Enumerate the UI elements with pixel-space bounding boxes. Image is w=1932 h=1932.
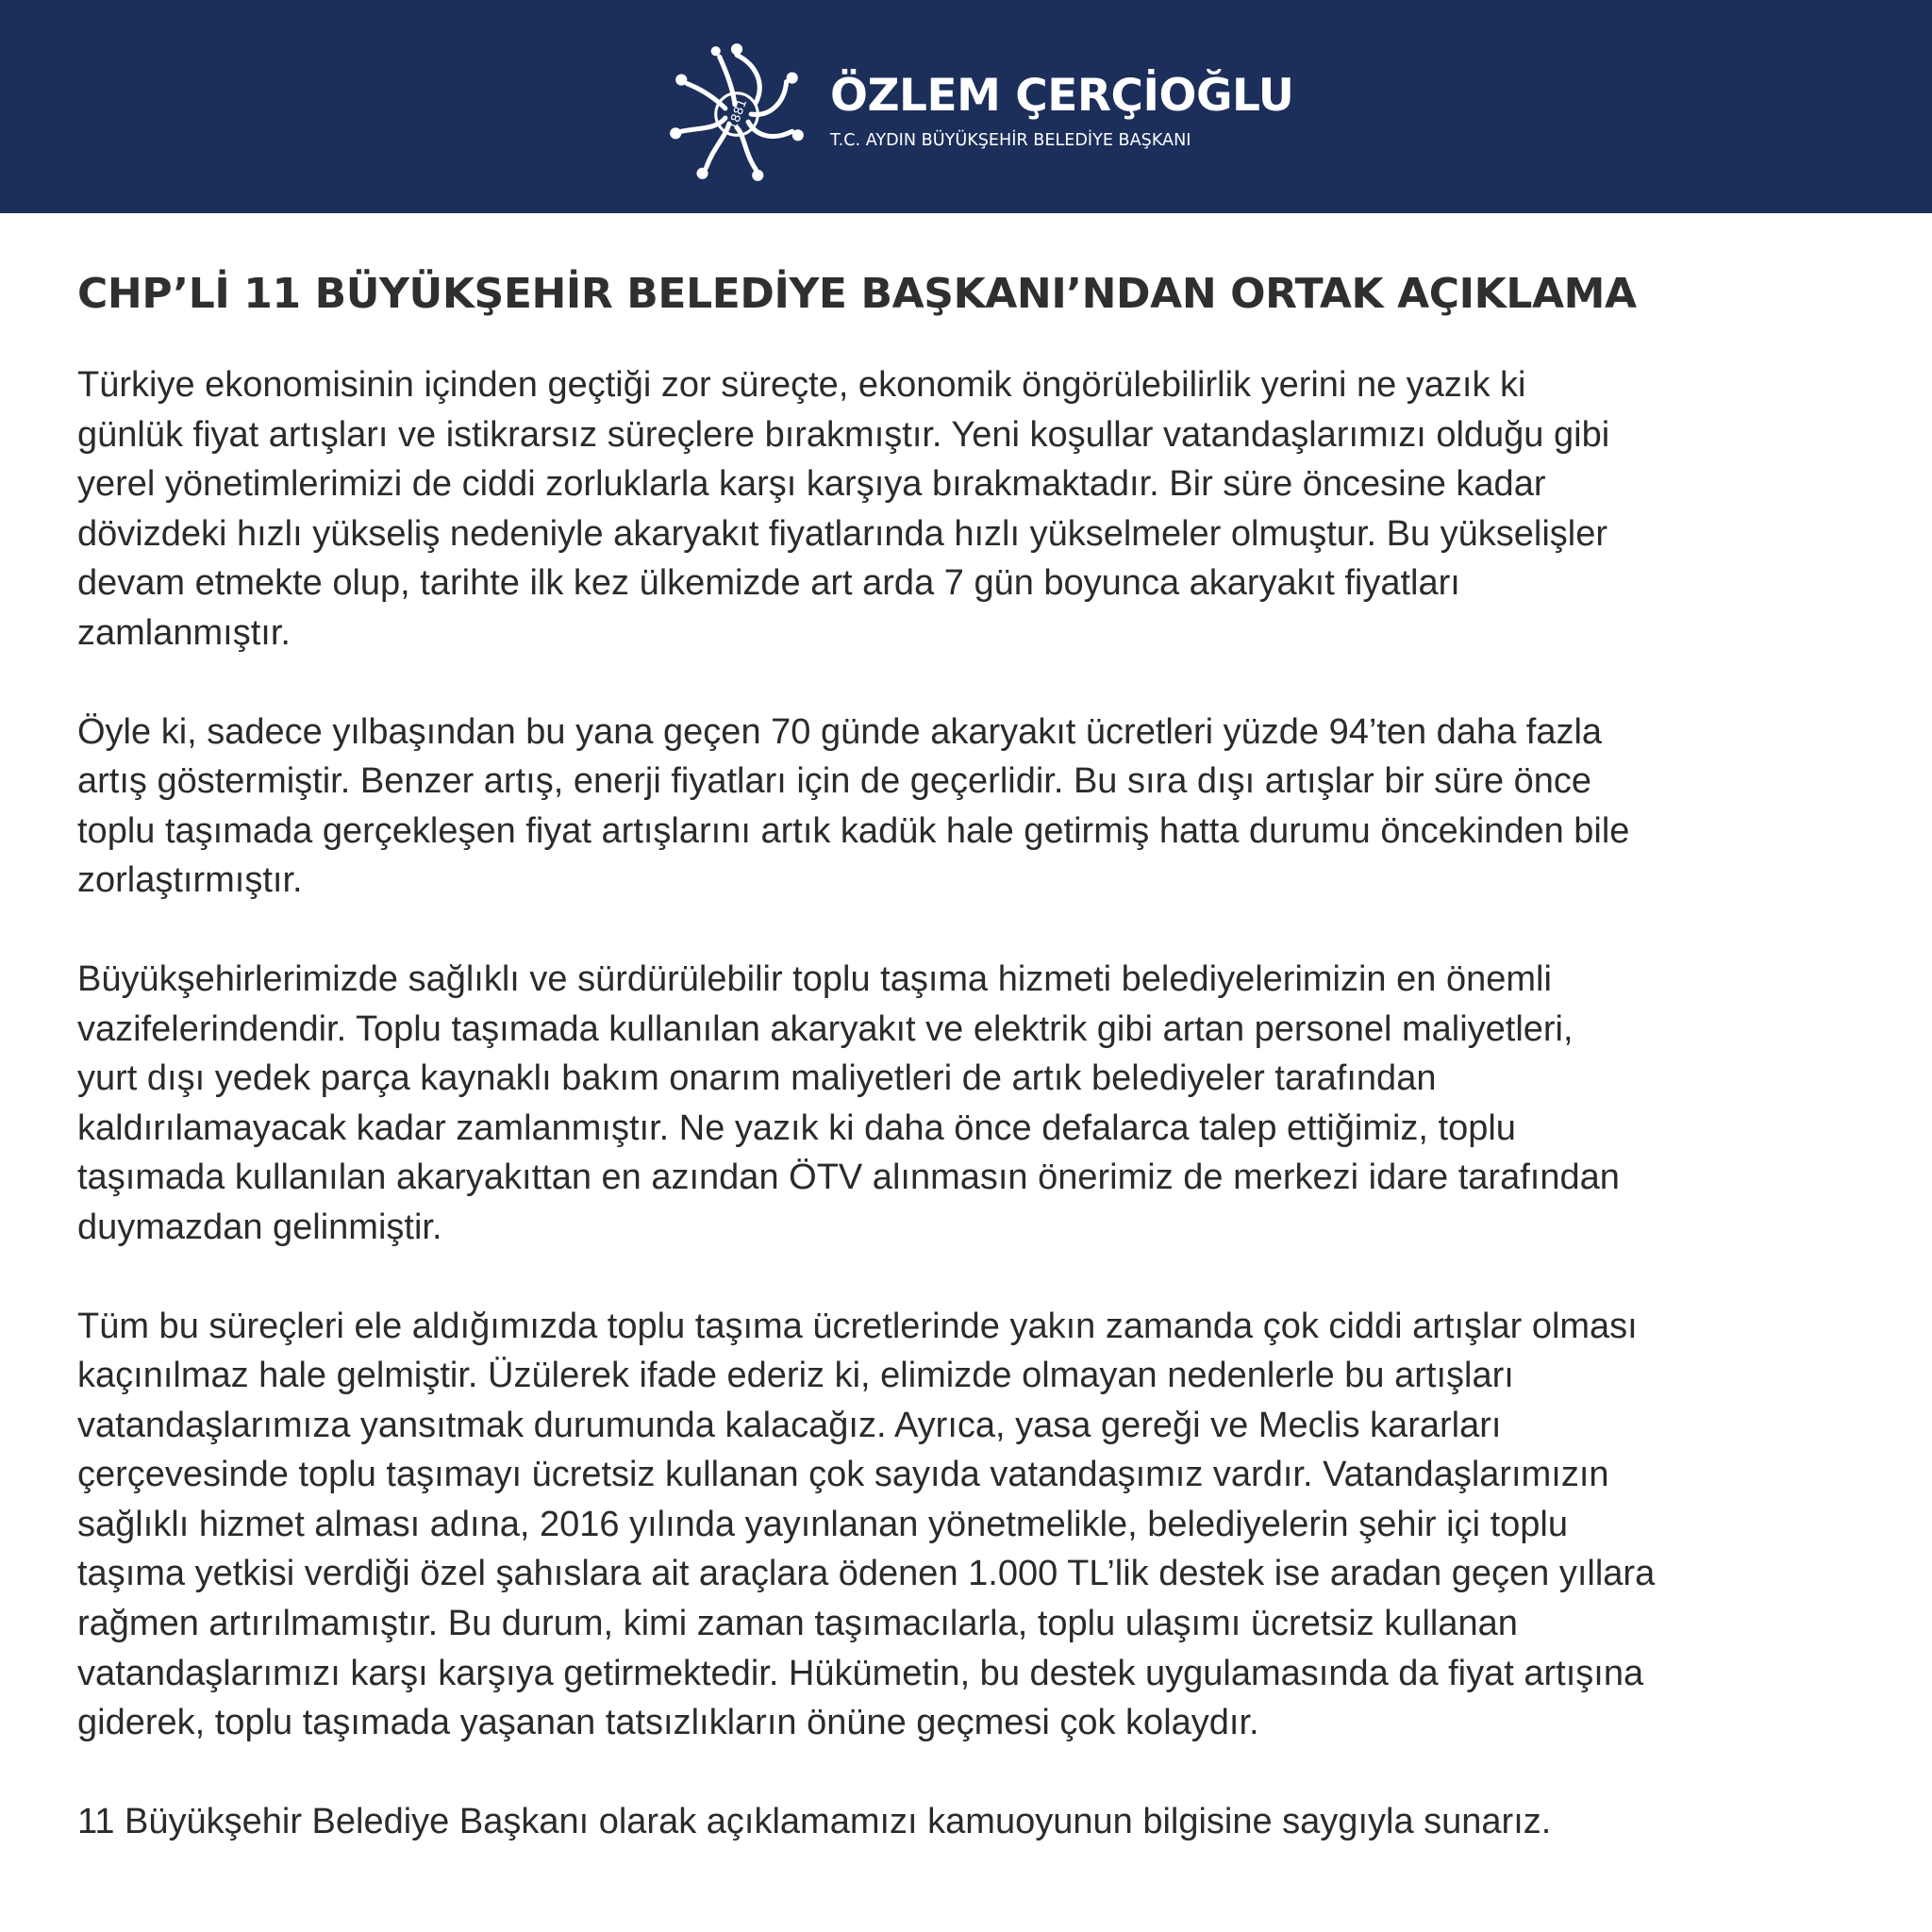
paragraph-list [77, 360, 1870, 1846]
paragraph-2 [77, 708, 1870, 906]
logo-text-block [830, 72, 1293, 151]
paragraph-line: dövizdeki hızlı yükseliş nedeniyle akaryakıt fiyatlarında hızlı yükselmeler olmuştur. Bu yükselişler [77, 513, 1608, 554]
paragraph-line: zorlaştırmıştır. [77, 860, 303, 901]
paragraph-line: rağmen artırılmamıştır. Bu durum, kimi zaman taşımacılarla, toplu ulaşımı ücretsiz kullanan [77, 1604, 1518, 1644]
paragraph-line: duymazdan gelinmiştir. [77, 1207, 442, 1247]
paragraph-line: toplu taşımada gerçekleşen fiyat artışlarını artık kadük hale getirmiş hatta durumu öncekinden bile [77, 810, 1630, 851]
paragraph-line: taşımada kullanılan akaryakıttan en azından ÖTV alınmasın önerimiz de merkezi idare tarafından [77, 1158, 1620, 1198]
paragraph-line: devam etmekte olup, tarihte ilk kez ülkemizde art arda 7 gün boyunca akaryakıt fiyatları [77, 563, 1460, 604]
paragraph-3 [77, 955, 1870, 1253]
document-title: CHP’Lİ 11 BÜYÜKŞEHİR BELEDİYE BAŞKANI’NDAN ORTAK AÇIKLAMA [77, 270, 1637, 318]
paragraph-line: Öyle ki, sadece yılbaşından bu yana geçen 70 günde akaryakıt ücretleri yüzde 94’ten daha fazla [77, 711, 1603, 752]
paragraph-line: günlük fiyat artışları ve istikrarsız süreçlere bırakmıştır. Yeni koşullar vatandaşlarımızı olduğu gibi [77, 414, 1610, 455]
paragraph-line: taşıma yetkisi verdiği özel şahıslara ait araçlara ödenen 1.000 TL’lik destek ise aradan geçen yıllara [77, 1554, 1656, 1594]
paragraph-line: Türkiye ekonomisinin içinden geçtiği zor süreçte, ekonomik öngörülebilirlik yerini ne yazık ki [77, 365, 1526, 405]
paragraph-line: kaçınılmaz hale gelmiştir. Üzülerek ifade ederiz ki, elimizde olmayan nedenlerle bu artışları [77, 1356, 1514, 1396]
paragraph-line: 11 Büyükşehir Belediye Başkanı olarak açıklamamızı kamuoyunun bilgisine saygıyla sunarız. [77, 1801, 1552, 1841]
paragraph-5 [77, 1797, 1870, 1847]
paragraph-line: kaldırılamayacak kadar zamlanmıştır. Ne yazık ki daha önce defalarca talep ettiğimiz, toplu [77, 1108, 1516, 1148]
emblem-year-text: 1881 [725, 97, 751, 132]
paragraph-line: yurt dışı yedek parça kaynaklı bakım onarım maliyetleri de artık belediyeler tarafından [77, 1058, 1437, 1099]
paragraph-line: giderek, toplu taşımada yaşanan tatsızlıkların önüne geçmesi çok kolaydır. [77, 1703, 1259, 1743]
paragraph-line: artış göstermiştir. Benzer artış, enerji fiyatları için de geçerlidir. Bu sıra dışı artışlar bir süre önce [77, 761, 1592, 802]
paragraph-4 [77, 1302, 1870, 1748]
paragraph-line: çerçevesinde toplu taşımayı ücretsiz kullanan çok sayıda vatandaşımız vardır. Vatandaşlarımızın [77, 1455, 1609, 1495]
paragraph-line: sağlıklı hizmet alması adına, 2016 yılında yayınlanan yönetmelikle, belediyelerin şehir içi toplu [77, 1504, 1568, 1544]
paragraph-line: zamlanmıştır. [77, 612, 291, 653]
logo-subtitle: T.C. AYDIN BÜYÜKŞEHİR BELEDİYE BAŞKANI [830, 131, 1191, 150]
paragraph-line: yerel yönetimlerimizi de ciddi zorluklarla karşı karşıya bırakmaktadır. Bir süre öncesine kadar [77, 464, 1546, 505]
logo-name: ÖZLEM ÇERÇİOĞLU [830, 70, 1294, 122]
header-banner [0, 0, 1932, 213]
paragraph-line: vatandaşlarımıza yansıtmak durumunda kalacağız. Ayrıca, yasa gereği ve Meclis kararları [77, 1405, 1502, 1445]
paragraph-line: Büyükşehirlerimizde sağlıklı ve sürdürülebilir toplu taşıma hizmeti belediyelerimizin en önemli [77, 958, 1552, 999]
paragraph-line: Tüm bu süreçleri ele aldığımızda toplu taşıma ücretlerinde yakın zamanda çok ciddi artışlar olması [77, 1306, 1638, 1346]
paragraph-line: vatandaşlarımızı karşı karşıya getirmektedir. Hükümetin, bu destek uygulamasında da fiyat artışına [77, 1653, 1644, 1693]
paragraph-1 [77, 360, 1870, 658]
paragraph-line: vazifelerindendir. Toplu taşımada kullanılan akaryakıt ve elektrik gibi artan personel maliyetleri, [77, 1008, 1574, 1049]
document-body [77, 262, 1870, 1895]
municipality-emblem-icon [660, 36, 813, 189]
